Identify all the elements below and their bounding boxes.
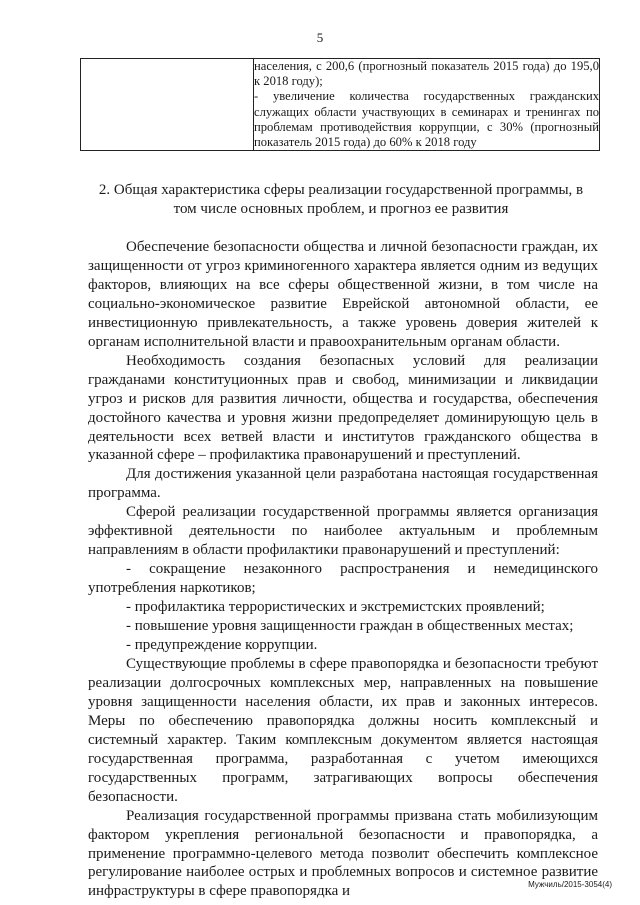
footer-doc-code: Мужчиль/2015-3054(4) bbox=[528, 880, 612, 889]
table-cell-line: - увеличение количества государственных гражданских служащих области участвующих в семинарах и тренингах по проблемам противодействия коррупции, с 30% (прогнозный показатель 2015 года) до 60% к 2018 году bbox=[254, 89, 599, 150]
paragraph: Существующие проблемы в сфере правопорядка и безопасности требуют реализации долгосрочных комплексных мер, направленных на повышение уровня защищенности населения области, их прав и законных интересов. Меры по обеспечению правопорядка должны носить комплексный и системный характер. Таким комплексным документом является настоящая государственная программа, разработанная с учетом имеющихся государственных программ, затрагивающих вопросы обеспечения безопасности. bbox=[88, 655, 598, 805]
body-text bbox=[88, 238, 598, 901]
paragraph: Реализация государственной программы призвана стать мобилизующим фактором укрепления региональной безопасности и правопорядка, а применение программно-целевого метода позволит обеспечить комплексное регулирование наиболее острых и проблемных вопросов и системное развитие инфраструктуры в сфере правопорядка и bbox=[88, 807, 598, 900]
list-item: - предупреждение коррупции. bbox=[126, 637, 318, 654]
paragraph: Сферой реализации государственной программы является организация эффективной деятельности по наиболее актуальным и проблемным направлениям в области профилактики правонарушений и преступлений: bbox=[88, 504, 598, 559]
table-row bbox=[81, 59, 600, 151]
paragraph: Необходимость создания безопасных условий для реализации гражданами конституционных прав и свобод, минимизации и ликвидации угроз и рисков для развития личности, общества и государства, обеспечения достойного качества и уровня жизни предопределяет доминирующую цель в деятельности всех ветвей власти и институтов гражданского общества в указанной сфере – профилактика правонарушений и преступлений. bbox=[88, 352, 598, 464]
paragraph: Для достижения указанной цели разработана настоящая государственная программа. bbox=[88, 466, 598, 502]
list-item: - повышение уровня защищенности граждан в общественных местах; bbox=[126, 618, 574, 635]
table-cell-line: населения, с 200,6 (прогнозный показатель 2015 года) до 195,0 к 2018 году); bbox=[254, 59, 599, 89]
table-empty-cell bbox=[81, 59, 254, 151]
continuation-table bbox=[80, 58, 600, 151]
page-number: 5 bbox=[316, 30, 324, 45]
section-heading: 2. Общая характеристика сферы реализации государственной программы, в том числе основных проблем, и прогноз ее развития bbox=[98, 182, 584, 217]
paragraph: Обеспечение безопасности общества и личной безопасности граждан, их защищенности от угроз криминогенного характера является одним из ведущих факторов, влияющих на все сферы общественной жизни, в том числе на социально-экономическое развитие Еврейской автономной области, ее инвестиционную привлекательность, а также уровень доверия жителей к органам исполнительной власти и правоохранительным органам области. bbox=[88, 239, 598, 350]
table-text-cell bbox=[254, 59, 600, 151]
list-item: - профилактика террористических и экстремистских проявлений; bbox=[126, 599, 545, 616]
list-item: - сокращение незаконного распространения и немедицинского употребления наркотиков; bbox=[88, 561, 598, 597]
